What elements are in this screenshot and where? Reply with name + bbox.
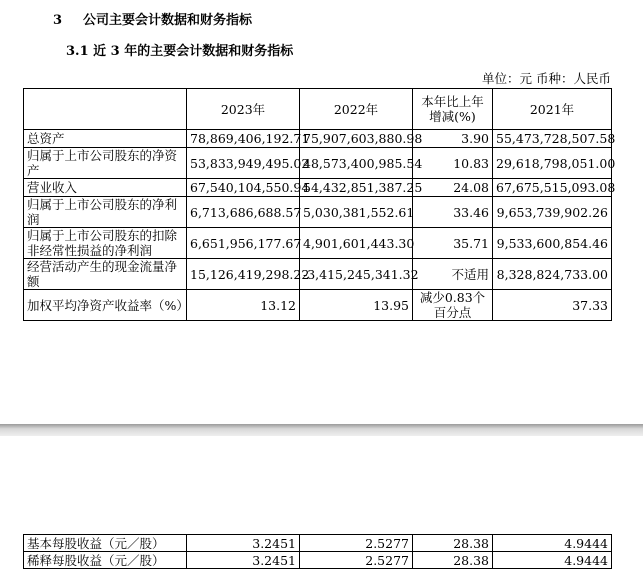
value-2022: 75,907,603,880.98 <box>300 130 413 148</box>
value-2023: 6,713,686,688.57 <box>187 197 300 228</box>
value-2021: 37.33 <box>493 290 612 321</box>
page-separator <box>0 424 643 436</box>
value-2023: 15,126,419,298.22 <box>187 259 300 290</box>
value-change: 33.46 <box>413 197 493 228</box>
row-label: 归属于上市公司股东的净利润 <box>24 197 187 228</box>
unit-line: 单位：元 币种：人民币 <box>482 71 611 86</box>
value-2021: 4.9444 <box>493 535 612 552</box>
value-change: 24.08 <box>413 179 493 197</box>
row-label: 加权平均净资产收益率（%） <box>24 290 187 321</box>
eps-table <box>23 534 612 569</box>
value-2023: 67,540,104,550.94 <box>187 179 300 197</box>
row-label: 归属于上市公司股东的净资产 <box>24 148 187 179</box>
value-2021: 9,653,739,902.26 <box>493 197 612 228</box>
value-2023: 3.2451 <box>187 552 300 569</box>
row-label: 经营活动产生的现金流量净额 <box>24 259 187 290</box>
table-row <box>24 228 612 259</box>
table-row <box>24 130 612 148</box>
value-2022: -3,415,245,341.32 <box>300 259 413 290</box>
row-label: 基本每股收益（元／股） <box>24 535 187 552</box>
value-change: 28.38 <box>413 535 493 552</box>
value-2022: 48,573,400,985.54 <box>300 148 413 179</box>
row-label: 营业收入 <box>24 179 187 197</box>
value-change: 28.38 <box>413 552 493 569</box>
value-2022: 13.95 <box>300 290 413 321</box>
value-2021: 8,328,824,733.00 <box>493 259 612 290</box>
financial-data-table <box>23 88 616 321</box>
value-2021: 4.9444 <box>493 552 612 569</box>
table-row <box>24 535 612 552</box>
row-label: 归属于上市公司股东的扣除非经常性损益的净利润 <box>24 228 187 259</box>
header-cell-2022: 2022年 <box>300 89 413 130</box>
value-2023: 78,869,406,192.71 <box>187 130 300 148</box>
value-2022: 2.5277 <box>300 552 413 569</box>
section-number: 3 <box>53 13 63 28</box>
value-2021: 29,618,798,051.00 <box>493 148 612 179</box>
header-cell-change: 本年比上年增减(%) <box>413 89 493 130</box>
value-2022: 2.5277 <box>300 535 413 552</box>
value-2022: 54,432,851,387.25 <box>300 179 413 197</box>
row-label: 稀释每股收益（元／股） <box>24 552 187 569</box>
value-2023: 6,651,956,177.67 <box>187 228 300 259</box>
table-row <box>24 148 612 179</box>
value-change: 10.83 <box>413 148 493 179</box>
table-row <box>24 290 612 321</box>
section-heading <box>53 9 252 28</box>
table-row <box>24 179 612 197</box>
value-2021: 55,473,728,507.58 <box>493 130 612 148</box>
value-2023: 3.2451 <box>187 535 300 552</box>
table-row <box>24 259 612 290</box>
subsection-heading: 3.1 近 3 年的主要会计数据和财务指标 <box>66 44 294 59</box>
header-cell-2021: 2021年 <box>493 89 612 130</box>
table-header-row <box>24 89 612 130</box>
value-2023: 13.12 <box>187 290 300 321</box>
value-change: 减少0.83个百分点 <box>413 290 493 321</box>
value-2021: 9,533,600,854.46 <box>493 228 612 259</box>
value-change: 3.90 <box>413 130 493 148</box>
value-change: 35.71 <box>413 228 493 259</box>
table-row <box>24 197 612 228</box>
value-2021: 67,675,515,093.08 <box>493 179 612 197</box>
section-title: 公司主要会计数据和财务指标 <box>83 13 253 28</box>
table-row <box>24 552 612 569</box>
value-2022: 4,901,601,443.30 <box>300 228 413 259</box>
value-2022: 5,030,381,552.61 <box>300 197 413 228</box>
row-label: 总资产 <box>24 130 187 148</box>
header-cell-empty <box>24 89 187 130</box>
header-cell-2023: 2023年 <box>187 89 300 130</box>
value-change: 不适用 <box>413 259 493 290</box>
value-2023: 53,833,949,495.02 <box>187 148 300 179</box>
